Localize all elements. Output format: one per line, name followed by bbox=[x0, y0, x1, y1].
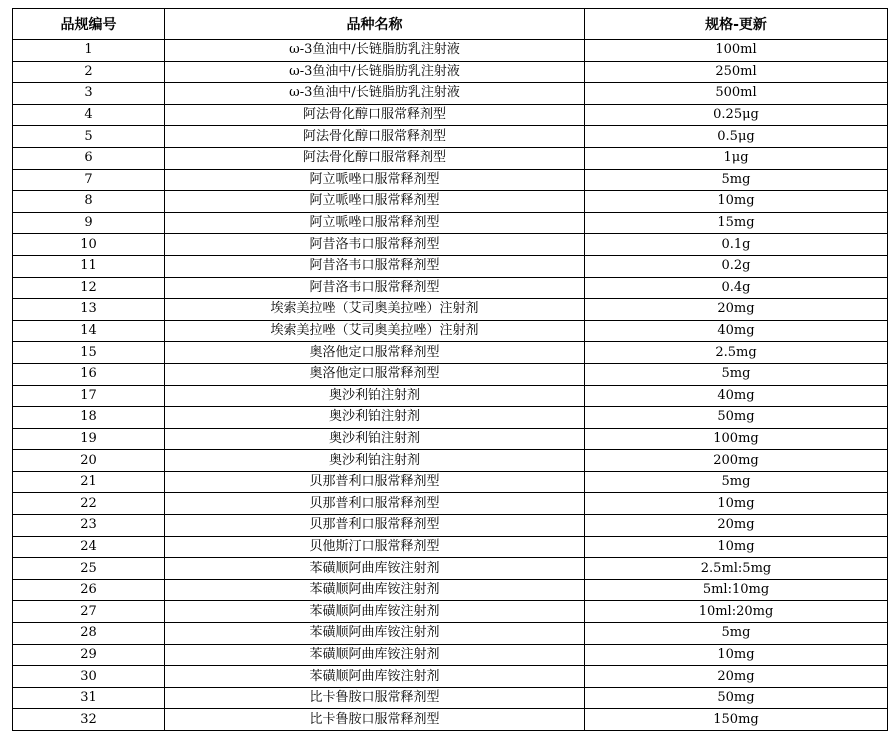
table-row bbox=[13, 471, 888, 493]
cell-spec: 2.5mg bbox=[585, 342, 888, 364]
table-row bbox=[13, 255, 888, 277]
cell-spec: 20mg bbox=[585, 299, 888, 321]
cell-drug-name: 奥沙利铂注射剂 bbox=[165, 385, 585, 407]
cell-spec: 5mg bbox=[585, 363, 888, 385]
cell-number: 14 bbox=[13, 320, 165, 342]
cell-spec: 5ml:10mg bbox=[585, 579, 888, 601]
table-row bbox=[13, 299, 888, 321]
table-row bbox=[13, 83, 888, 105]
table-row bbox=[13, 601, 888, 623]
cell-number: 10 bbox=[13, 234, 165, 256]
cell-drug-name: 阿昔洛韦口服常释剂型 bbox=[165, 255, 585, 277]
cell-drug-name: 阿立哌唑口服常释剂型 bbox=[165, 169, 585, 191]
table-row bbox=[13, 40, 888, 62]
cell-spec: 5mg bbox=[585, 471, 888, 493]
table-row bbox=[13, 191, 888, 213]
cell-number: 11 bbox=[13, 255, 165, 277]
cell-spec: 15mg bbox=[585, 212, 888, 234]
table-row bbox=[13, 579, 888, 601]
cell-number: 19 bbox=[13, 428, 165, 450]
cell-number: 20 bbox=[13, 450, 165, 472]
cell-number: 12 bbox=[13, 277, 165, 299]
cell-spec: 1μg bbox=[585, 147, 888, 169]
cell-spec: 20mg bbox=[585, 515, 888, 537]
table-row bbox=[13, 212, 888, 234]
cell-number: 15 bbox=[13, 342, 165, 364]
table-row bbox=[13, 169, 888, 191]
spec-table bbox=[12, 8, 888, 731]
cell-number: 1 bbox=[13, 40, 165, 62]
cell-number: 7 bbox=[13, 169, 165, 191]
cell-number: 16 bbox=[13, 363, 165, 385]
table-row bbox=[13, 342, 888, 364]
cell-number: 29 bbox=[13, 644, 165, 666]
table-row bbox=[13, 126, 888, 148]
table-row bbox=[13, 709, 888, 731]
cell-drug-name: 苯磺顺阿曲库铵注射剂 bbox=[165, 558, 585, 580]
table-row bbox=[13, 234, 888, 256]
cell-number: 8 bbox=[13, 191, 165, 213]
table-row bbox=[13, 558, 888, 580]
cell-drug-name: 奥洛他定口服常释剂型 bbox=[165, 363, 585, 385]
cell-number: 4 bbox=[13, 104, 165, 126]
cell-number: 26 bbox=[13, 579, 165, 601]
cell-spec: 100ml bbox=[585, 40, 888, 62]
cell-spec: 40mg bbox=[585, 385, 888, 407]
spec-table-container bbox=[12, 8, 887, 731]
cell-spec: 10mg bbox=[585, 493, 888, 515]
cell-drug-name: 苯磺顺阿曲库铵注射剂 bbox=[165, 666, 585, 688]
cell-number: 3 bbox=[13, 83, 165, 105]
cell-drug-name: 奥沙利铂注射剂 bbox=[165, 428, 585, 450]
table-row bbox=[13, 536, 888, 558]
cell-drug-name: 苯磺顺阿曲库铵注射剂 bbox=[165, 601, 585, 623]
table-row bbox=[13, 104, 888, 126]
column-header-spec: 规格-更新 bbox=[585, 9, 888, 40]
column-header-number: 品规编号 bbox=[13, 9, 165, 40]
cell-number: 18 bbox=[13, 407, 165, 429]
table-row bbox=[13, 147, 888, 169]
table-row bbox=[13, 407, 888, 429]
cell-number: 30 bbox=[13, 666, 165, 688]
cell-spec: 500ml bbox=[585, 83, 888, 105]
cell-number: 13 bbox=[13, 299, 165, 321]
table-row bbox=[13, 428, 888, 450]
table-row bbox=[13, 687, 888, 709]
cell-spec: 0.1g bbox=[585, 234, 888, 256]
cell-spec: 150mg bbox=[585, 709, 888, 731]
cell-drug-name: 阿昔洛韦口服常释剂型 bbox=[165, 234, 585, 256]
table-row bbox=[13, 363, 888, 385]
cell-drug-name: ω-3鱼油中/长链脂肪乳注射液 bbox=[165, 61, 585, 83]
cell-number: 27 bbox=[13, 601, 165, 623]
cell-spec: 10mg bbox=[585, 191, 888, 213]
cell-drug-name: 奥洛他定口服常释剂型 bbox=[165, 342, 585, 364]
cell-number: 23 bbox=[13, 515, 165, 537]
cell-spec: 0.4g bbox=[585, 277, 888, 299]
cell-drug-name: ω-3鱼油中/长链脂肪乳注射液 bbox=[165, 83, 585, 105]
cell-number: 9 bbox=[13, 212, 165, 234]
cell-drug-name: 阿法骨化醇口服常释剂型 bbox=[165, 104, 585, 126]
cell-number: 31 bbox=[13, 687, 165, 709]
cell-spec: 10ml:20mg bbox=[585, 601, 888, 623]
table-body bbox=[13, 40, 888, 731]
cell-drug-name: 奥沙利铂注射剂 bbox=[165, 407, 585, 429]
cell-spec: 0.2g bbox=[585, 255, 888, 277]
table-row bbox=[13, 493, 888, 515]
cell-spec: 5mg bbox=[585, 623, 888, 645]
cell-number: 24 bbox=[13, 536, 165, 558]
cell-spec: 40mg bbox=[585, 320, 888, 342]
cell-number: 21 bbox=[13, 471, 165, 493]
cell-spec: 5mg bbox=[585, 169, 888, 191]
cell-drug-name: 比卡鲁胺口服常释剂型 bbox=[165, 687, 585, 709]
cell-spec: 20mg bbox=[585, 666, 888, 688]
cell-drug-name: 贝那普利口服常释剂型 bbox=[165, 515, 585, 537]
cell-drug-name: 贝那普利口服常释剂型 bbox=[165, 493, 585, 515]
cell-number: 25 bbox=[13, 558, 165, 580]
cell-spec: 0.25μg bbox=[585, 104, 888, 126]
cell-number: 22 bbox=[13, 493, 165, 515]
table-row bbox=[13, 61, 888, 83]
table-row bbox=[13, 320, 888, 342]
cell-number: 32 bbox=[13, 709, 165, 731]
cell-number: 5 bbox=[13, 126, 165, 148]
cell-drug-name: 阿昔洛韦口服常释剂型 bbox=[165, 277, 585, 299]
table-header-row bbox=[13, 9, 888, 40]
cell-spec: 100mg bbox=[585, 428, 888, 450]
cell-drug-name: 比卡鲁胺口服常释剂型 bbox=[165, 709, 585, 731]
cell-drug-name: 阿法骨化醇口服常释剂型 bbox=[165, 126, 585, 148]
cell-drug-name: 阿立哌唑口服常释剂型 bbox=[165, 191, 585, 213]
cell-spec: 250ml bbox=[585, 61, 888, 83]
cell-spec: 200mg bbox=[585, 450, 888, 472]
cell-drug-name: 埃索美拉唑（艾司奥美拉唑）注射剂 bbox=[165, 320, 585, 342]
cell-drug-name: 奥沙利铂注射剂 bbox=[165, 450, 585, 472]
cell-spec: 50mg bbox=[585, 407, 888, 429]
table-row bbox=[13, 666, 888, 688]
cell-number: 2 bbox=[13, 61, 165, 83]
cell-drug-name: 贝他斯汀口服常释剂型 bbox=[165, 536, 585, 558]
table-row bbox=[13, 515, 888, 537]
cell-spec: 50mg bbox=[585, 687, 888, 709]
cell-drug-name: 埃索美拉唑（艾司奥美拉唑）注射剂 bbox=[165, 299, 585, 321]
cell-drug-name: 阿立哌唑口服常释剂型 bbox=[165, 212, 585, 234]
cell-drug-name: 阿法骨化醇口服常释剂型 bbox=[165, 147, 585, 169]
table-row bbox=[13, 385, 888, 407]
table-row bbox=[13, 644, 888, 666]
cell-number: 17 bbox=[13, 385, 165, 407]
cell-spec: 2.5ml:5mg bbox=[585, 558, 888, 580]
column-header-name: 品种名称 bbox=[165, 9, 585, 40]
cell-number: 6 bbox=[13, 147, 165, 169]
cell-drug-name: 贝那普利口服常释剂型 bbox=[165, 471, 585, 493]
table-row bbox=[13, 623, 888, 645]
cell-drug-name: ω-3鱼油中/长链脂肪乳注射液 bbox=[165, 40, 585, 62]
cell-drug-name: 苯磺顺阿曲库铵注射剂 bbox=[165, 579, 585, 601]
table-row bbox=[13, 277, 888, 299]
cell-spec: 0.5μg bbox=[585, 126, 888, 148]
cell-number: 28 bbox=[13, 623, 165, 645]
cell-spec: 10mg bbox=[585, 644, 888, 666]
cell-drug-name: 苯磺顺阿曲库铵注射剂 bbox=[165, 623, 585, 645]
cell-drug-name: 苯磺顺阿曲库铵注射剂 bbox=[165, 644, 585, 666]
table-row bbox=[13, 450, 888, 472]
cell-spec: 10mg bbox=[585, 536, 888, 558]
